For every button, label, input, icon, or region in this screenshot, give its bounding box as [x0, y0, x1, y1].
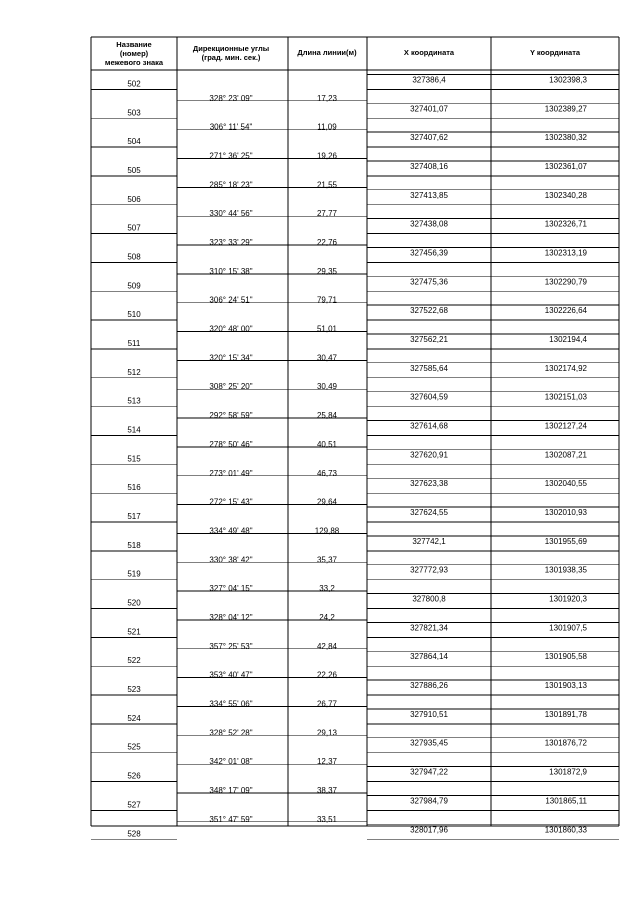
- segment-row: [209, 411, 337, 420]
- y-coordinate: 1302010,93: [544, 508, 587, 518]
- point-name: 513: [127, 396, 141, 406]
- line-length: 35,37: [316, 555, 338, 565]
- direction-angle: 348° 17' 09": [209, 786, 253, 795]
- x-coordinate: 327386,4: [412, 75, 446, 85]
- y-coordinate: 1301865,11: [545, 796, 587, 806]
- line-length: 129,88: [314, 526, 340, 536]
- line-length: 40,51: [316, 439, 338, 449]
- segment-row: [209, 642, 337, 651]
- table-row: [127, 768, 587, 781]
- x-coordinate: 327910,51: [410, 709, 448, 719]
- table-row: [127, 595, 587, 608]
- table-row: [127, 566, 587, 579]
- direction-angle: 328° 04' 12": [209, 612, 253, 622]
- line-length: 11,09: [317, 122, 337, 132]
- segment-row: [209, 152, 337, 161]
- header-x-coordinate: X координата: [403, 48, 455, 57]
- table-row: [127, 681, 587, 694]
- table-grid: [91, 37, 619, 839]
- point-name: 510: [127, 310, 141, 320]
- segment-row: [209, 671, 337, 680]
- direction-angle: 351° 47' 59": [209, 814, 253, 824]
- point-name: 509: [127, 281, 141, 291]
- line-length: 42,84: [316, 641, 338, 651]
- line-length: 51,01: [316, 324, 338, 334]
- table-row: [127, 508, 587, 521]
- direction-angle: 342° 01' 08": [209, 757, 253, 767]
- point-name: 528: [127, 829, 141, 839]
- x-coordinate: 327456,39: [410, 248, 448, 258]
- line-length: 24,2: [319, 612, 335, 622]
- segment-row: [209, 728, 337, 737]
- direction-angle: 273° 01' 49": [209, 468, 253, 478]
- y-coordinate: 1301907,5: [549, 623, 587, 633]
- y-coordinate: 1301920,3: [549, 594, 587, 604]
- line-length: 22,76: [316, 238, 338, 248]
- y-coordinate: 1302361,07: [544, 161, 587, 171]
- point-name: 522: [127, 656, 141, 666]
- table-row: [127, 710, 587, 723]
- line-length: 33,51: [316, 814, 338, 824]
- header-angle-line-2: (град. мин. сек.): [201, 53, 261, 62]
- y-coordinate: 1302380,32: [544, 133, 587, 143]
- segment-row: [209, 440, 337, 449]
- direction-angle: 271° 36' 25": [209, 151, 253, 161]
- x-coordinate: 327401,07: [410, 104, 448, 114]
- point-name: 502: [127, 79, 141, 89]
- y-coordinate: 1302290,79: [544, 277, 587, 287]
- table-row: [128, 335, 588, 348]
- segment-row: [209, 757, 337, 766]
- direction-angle: 320° 48' 00": [209, 324, 253, 334]
- line-length: 79,71: [316, 295, 338, 305]
- segment-row: [209, 786, 337, 795]
- direction-angle: 327° 04' 15": [209, 584, 253, 594]
- line-length: 22,26: [316, 670, 338, 680]
- table-row: [127, 75, 587, 88]
- y-coordinate: 1302226,64: [544, 306, 587, 316]
- line-length: 29,13: [316, 728, 338, 738]
- direction-angle: 306° 24' 51": [209, 295, 253, 305]
- table-row: [127, 479, 587, 492]
- y-coordinate: 1301955,69: [544, 536, 587, 546]
- line-length: 33,2: [319, 584, 335, 594]
- y-coordinate: 1302151,03: [544, 392, 587, 402]
- y-coordinate: 1301876,72: [544, 738, 587, 748]
- point-name: 525: [127, 742, 141, 752]
- line-length: 12,37: [316, 757, 338, 767]
- segment-row: [209, 94, 337, 103]
- y-coordinate: 1301903,13: [544, 681, 587, 691]
- direction-angle: 323° 33' 29": [209, 238, 253, 248]
- table-row: [127, 393, 587, 406]
- segment-row: [209, 584, 335, 593]
- y-coordinate: 1301872,9: [549, 767, 587, 777]
- x-coordinate: 327623,38: [410, 479, 448, 489]
- x-coordinate: 327585,64: [410, 363, 448, 373]
- line-length: 29,35: [316, 266, 338, 276]
- y-coordinate: 1302174,92: [544, 363, 587, 373]
- x-coordinate: 327522,68: [410, 306, 448, 316]
- line-length: 25,84: [316, 411, 338, 421]
- direction-angle: 328° 52' 28": [209, 728, 253, 738]
- x-coordinate: 327438,08: [410, 219, 448, 229]
- direction-angle: 328° 23' 09": [209, 93, 253, 103]
- table-row: [127, 162, 587, 175]
- line-length: 19,26: [316, 151, 338, 161]
- line-length: 46,73: [316, 468, 338, 478]
- x-coordinate: 327886,26: [410, 681, 448, 691]
- line-length: 27,77: [316, 209, 338, 219]
- point-name: 516: [127, 483, 141, 493]
- header-y-coordinate: Y координата: [529, 48, 581, 57]
- y-coordinate: 1302398,3: [549, 75, 587, 85]
- line-length: 30,47: [316, 353, 338, 363]
- segment-row: [209, 613, 335, 622]
- table-row: [127, 364, 587, 377]
- x-coordinate: 327614,68: [410, 421, 448, 431]
- y-coordinate: 1302040,55: [544, 479, 587, 489]
- point-name: 512: [127, 367, 141, 377]
- direction-angle: 357° 25' 53": [209, 641, 253, 651]
- segment-row: [209, 555, 337, 564]
- x-coordinate: 327772,93: [410, 565, 448, 575]
- table-row: [127, 277, 587, 290]
- x-coordinate: 327947,22: [410, 767, 448, 777]
- segment-row: [209, 180, 337, 189]
- segment-row: [209, 815, 337, 824]
- x-coordinate: 327604,59: [410, 392, 448, 402]
- y-coordinate: 1302326,71: [544, 219, 587, 229]
- point-name: 511: [127, 338, 141, 348]
- header-name-line-1: Название: [116, 40, 152, 49]
- line-length: 21,55: [316, 180, 338, 190]
- segment-row: [209, 498, 337, 507]
- point-name: 521: [127, 627, 141, 637]
- point-name: 514: [127, 425, 141, 435]
- table-row: [127, 248, 587, 261]
- table-row: [127, 450, 587, 463]
- x-coordinate: 327935,45: [410, 738, 448, 748]
- segment-row: [209, 699, 337, 708]
- line-length: 38,37: [316, 786, 338, 795]
- point-name: 517: [127, 512, 141, 522]
- y-coordinate: 1301938,35: [544, 565, 587, 575]
- table-row: [127, 796, 587, 809]
- segment-row: [210, 123, 338, 132]
- point-name: 508: [127, 252, 141, 262]
- line-length: 26,77: [316, 699, 338, 709]
- table-row: [127, 133, 587, 146]
- direction-angle: 320° 15' 34": [209, 353, 253, 363]
- x-coordinate: 328017,96: [410, 825, 448, 835]
- segment-row: [209, 353, 337, 362]
- direction-angle: 272° 15' 43": [209, 497, 253, 507]
- direction-angle: 278° 50' 46": [209, 439, 253, 449]
- x-coordinate: 327413,85: [410, 190, 448, 200]
- table-row: [127, 623, 587, 636]
- x-coordinate: 327562,21: [410, 334, 448, 344]
- x-coordinate: 327475,36: [410, 277, 448, 287]
- direction-angle: 310° 15' 38": [209, 266, 253, 276]
- point-name: 526: [127, 771, 141, 781]
- point-name: 503: [127, 108, 141, 118]
- x-coordinate: 327800,8: [412, 594, 446, 604]
- direction-angle: 353° 40' 47": [209, 670, 253, 680]
- table-row: [127, 104, 587, 117]
- table-row: [127, 739, 587, 752]
- point-name: 519: [127, 569, 141, 579]
- y-coordinate: 1301891,78: [544, 709, 587, 719]
- header-angle-line-1: Дирекционные углы: [192, 44, 270, 53]
- y-coordinate: 1302127,24: [544, 421, 587, 431]
- table-row: [127, 191, 587, 204]
- x-coordinate: 327821,34: [410, 623, 448, 633]
- segment-row: [209, 209, 337, 218]
- header-name-line-3: межевого знака: [104, 58, 164, 67]
- point-name: 520: [127, 598, 141, 608]
- y-coordinate: 1302340,28: [544, 190, 587, 200]
- direction-angle: 330° 38' 42": [209, 555, 253, 565]
- direction-angle: 334° 55' 06": [209, 699, 253, 709]
- table-row: [127, 422, 587, 435]
- point-name: 504: [127, 137, 141, 147]
- y-coordinate: 1302087,21: [544, 450, 587, 460]
- y-coordinate: 1302389,27: [544, 104, 587, 114]
- table-row: [127, 220, 587, 233]
- table-row: [127, 306, 587, 319]
- point-name: 506: [127, 194, 141, 204]
- x-coordinate: 327864,14: [410, 652, 448, 662]
- line-length: 30,49: [316, 382, 338, 392]
- header-name-line-2: (номер): [119, 49, 149, 58]
- table-row: [127, 652, 587, 665]
- point-name: 518: [127, 540, 141, 550]
- y-coordinate: 1301905,58: [544, 652, 587, 662]
- x-coordinate: 327620,91: [410, 450, 448, 460]
- x-coordinate: 327624,55: [410, 508, 448, 518]
- x-coordinate: 327742,1: [412, 536, 446, 546]
- x-coordinate: 327984,79: [410, 796, 448, 806]
- segment-row: [209, 469, 337, 478]
- segment-row: [209, 267, 337, 276]
- line-length: 17,23: [316, 93, 338, 103]
- y-coordinate: 1302313,19: [544, 248, 587, 258]
- table-row: [127, 825, 587, 838]
- point-name: 524: [127, 713, 141, 723]
- segment-row: [209, 325, 337, 334]
- point-name: 523: [127, 685, 141, 695]
- direction-angle: 292° 58' 59": [209, 411, 253, 421]
- y-coordinate: 1301860,33: [544, 825, 587, 835]
- segment-row: [209, 526, 339, 535]
- direction-angle: 308° 25' 20": [209, 382, 253, 392]
- segment-row: [209, 238, 337, 247]
- y-coordinate: 1302194,4: [549, 334, 587, 344]
- direction-angle: 330° 44' 56": [209, 209, 253, 219]
- table-row: [127, 537, 587, 550]
- x-coordinate: 327407,62: [410, 133, 448, 143]
- point-name: 515: [127, 454, 141, 464]
- header-length: Длина линии(м): [297, 48, 357, 57]
- segment-row: [209, 382, 337, 391]
- point-name: 527: [127, 800, 141, 810]
- point-name: 507: [127, 223, 141, 233]
- point-name: 505: [127, 165, 141, 175]
- line-length: 29,64: [316, 497, 338, 507]
- direction-angle: 306° 11' 54": [209, 122, 253, 132]
- table-header: [105, 40, 581, 67]
- x-coordinate: 327408,16: [410, 161, 448, 171]
- segment-row: [209, 296, 337, 305]
- direction-angle: 285° 18' 23": [209, 180, 253, 190]
- direction-angle: 334° 49' 48": [209, 526, 253, 536]
